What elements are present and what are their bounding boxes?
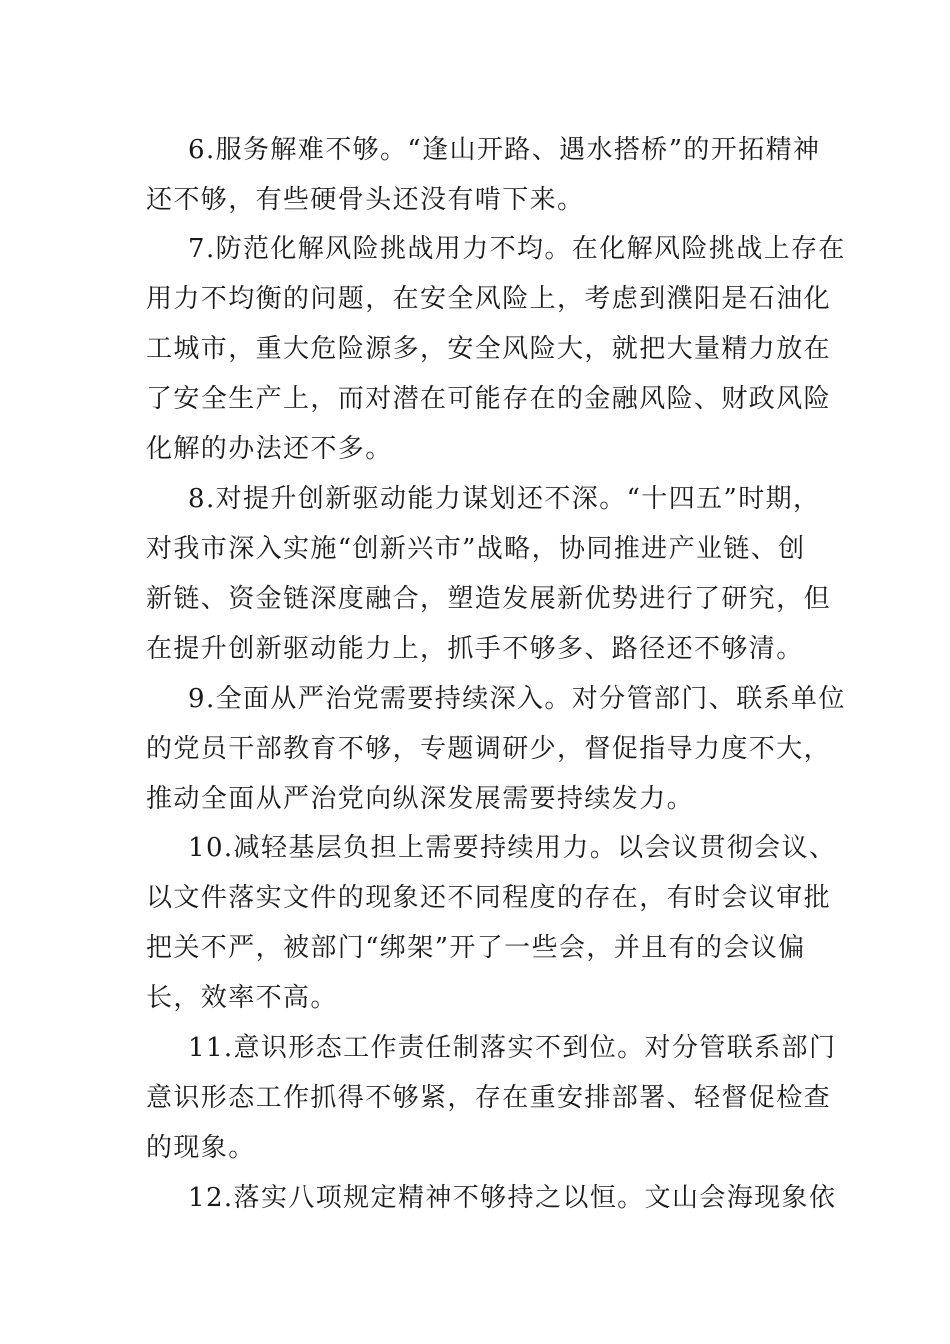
paragraph-7-line-5: 化解的办法还不多。 (146, 434, 393, 464)
paragraph-8-line-2: 对我市深入实施“创新兴市”战略，协同推进产业链、创 (146, 534, 806, 564)
paragraph-10-line-1: 10.减轻基层负担上需要持续用力。以会议贯彻会议、 (188, 833, 837, 863)
paragraph-11-line-2: 意识形态工作抓得不够紧，存在重安排部署、轻督促检查 (146, 1083, 832, 1113)
paragraph-12-line-1: 12.落实八项规定精神不够持之以恒。文山会海现象依 (188, 1183, 837, 1213)
paragraph-8-line-1: 8.对提升创新驱动能力谋划还不深。“十四五”时期， (188, 484, 821, 514)
paragraph-8-line-4: 在提升创新驱动能力上，抓手不够多、路径还不够清。 (146, 634, 804, 664)
paragraph-9-line-3: 推动全面从严治党向纵深发展需要持续发力。 (146, 784, 695, 814)
paragraph-7-line-2: 用力不均衡的问题，在安全风险上，考虑到濮阳是石油化 (146, 284, 832, 314)
paragraph-7-line-1: 7.防范化解风险挑战用力不均。在化解风险挑战上存在 (188, 234, 846, 264)
paragraph-6-line-2: 还不够，有些硬骨头还没有啃下来。 (146, 185, 585, 215)
paragraph-8-line-3: 新链、资金链深度融合，塑造发展新优势进行了研究，但 (146, 584, 832, 614)
paragraph-9-line-1: 9.全面从严治党需要持续深入。对分管部门、联系单位 (188, 684, 846, 714)
paragraph-9-line-2: 的党员干部教育不够，专题调研少，督促指导力度不大， (146, 734, 832, 764)
paragraph-7-line-3: 工城市，重大危险源多，安全风险大，就把大量精力放在 (146, 334, 832, 364)
paragraph-11-line-1: 11.意识形态工作责任制落实不到位。对分管联系部门 (188, 1033, 837, 1063)
paragraph-10-line-2: 以文件落实文件的现象还不同程度的存在，有时会议审批 (146, 883, 832, 913)
paragraph-10-line-4: 长，效率不高。 (146, 983, 338, 1013)
paragraph-10-line-3: 把关不严，被部门“绑架”开了一些会，并且有的会议偏 (146, 933, 806, 963)
paragraph-11-line-3: 的现象。 (146, 1133, 256, 1163)
paragraph-6-line-1: 6.服务解难不够。“逢山开路、遇水搭桥”的开拓精神 (188, 135, 821, 165)
paragraph-7-line-4: 了安全生产上，而对潜在可能存在的金融风险、财政风险 (146, 384, 832, 414)
